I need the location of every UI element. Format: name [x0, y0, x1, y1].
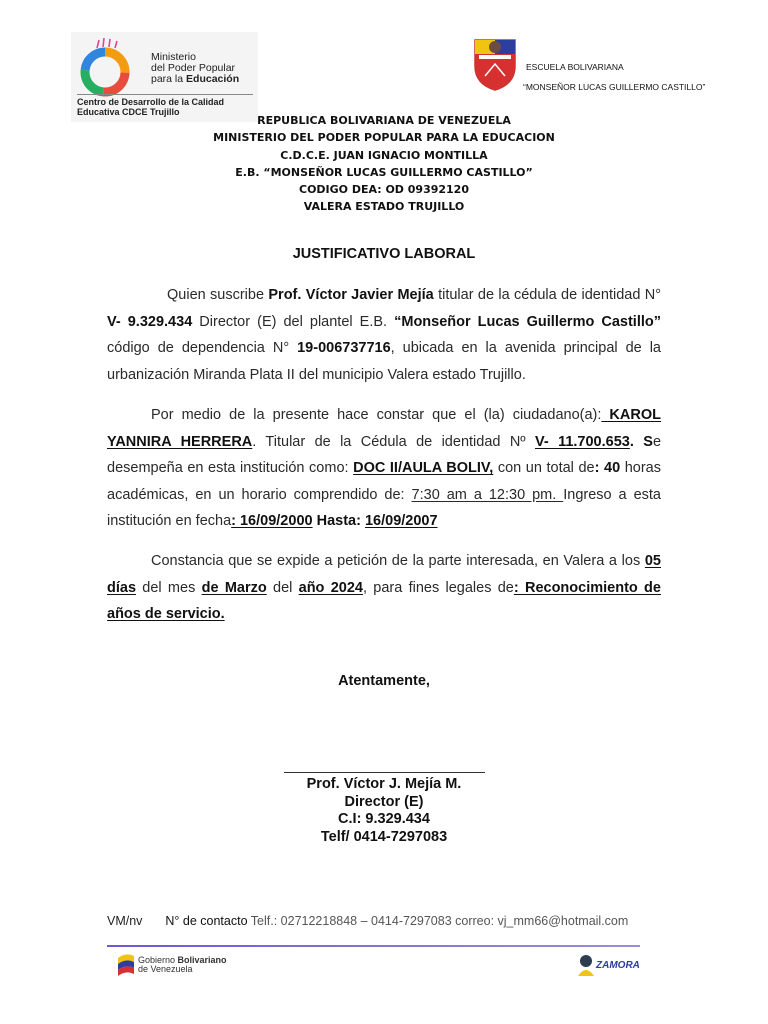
p3-text-2: del mes — [136, 579, 202, 596]
p3-text-4: , para fines legales de — [362, 579, 514, 596]
signature-block — [200, 776, 568, 846]
p1-text-1: Quien suscribe — [167, 287, 269, 303]
p1-school-name: “Monseñor Lucas Guillermo Castillo” — [394, 313, 661, 330]
p2-text-5: horas académicas, en un horario comprendido de: — [107, 460, 661, 503]
ministry-line1: Ministerio — [151, 51, 196, 63]
p3-purpose: : Reconocimiento de años de servicio. — [107, 579, 661, 623]
zamora-text: ZAMORA — [596, 960, 640, 971]
footer-contact-details: Telf.: 02712218848 – 0414-7297083 correo: vj_mm66@hotmail.com — [247, 914, 629, 928]
p1-dependency-code: 19-006737716 — [297, 340, 391, 357]
p2-text-6: Ingreso a esta institución en fecha — [107, 486, 661, 530]
p2-hours: : 40 — [594, 460, 621, 477]
p2-text-3b: e desempeña en esta institución como: — [107, 433, 662, 477]
cdce-line1: Centro de Desarrollo de la Calidad — [77, 97, 225, 107]
p1-text-3: Director (E) del plantel E.B. — [192, 313, 395, 330]
ministry-line2: del Poder Popular — [151, 62, 236, 74]
ministry-logo-divider — [77, 94, 253, 95]
gobierno-line2: de Venezuela — [138, 964, 193, 974]
p2-text-4: con un total de — [493, 460, 595, 477]
p3-text-1: Constancia que se expide a petición de la parte interesada, en Valera a los — [151, 553, 645, 569]
p1-text-5: , ubicada en la avenida principal de la urbanización Miranda Plata II del municipio Valera estado Trujillo. — [107, 340, 661, 383]
venezuela-flag-icon — [116, 952, 136, 978]
p1-director-ci: V- 9.329.434 — [107, 313, 193, 330]
paragraph-director — [107, 282, 661, 388]
p2-employee-role: DOC II/AULA BOLIV, — [353, 460, 494, 477]
school-name-line2: “MONSEÑOR LUCAS GUILLERMO CASTILLO” — [523, 82, 706, 92]
signature-phone: Telf/ 0414-7297083 — [320, 828, 448, 845]
signature-line — [284, 772, 485, 773]
p1-director-name: Prof. Víctor Javier Mejía — [268, 287, 434, 303]
ministry-line3-prefix: para la — [151, 73, 187, 85]
institution-header — [120, 112, 648, 216]
p2-start-date: : 16/09/2000 — [231, 513, 313, 530]
footer-contact-label: N° de contacto — [165, 914, 248, 928]
cdce-line2-prefix: Educativa — [77, 107, 123, 117]
header-line4: E.B. “MONSEÑOR LUCAS GUILLERMO CASTILLO” — [235, 165, 533, 179]
header-line1: REPUBLICA BOLIVARIANA DE VENEZUELA — [257, 114, 511, 127]
p2-text-2: . Titular de la Cédula de identidad Nº — [252, 433, 535, 450]
header-line3: C.D.C.E. JUAN IGNACIO MONTILLA — [280, 148, 488, 162]
cdce-line2-bold: CDCE Trujillo — [122, 107, 180, 117]
zamora-logo — [576, 952, 638, 978]
header-line2: MINISTERIO DEL PODER POPULAR PARA LA EDUCACION — [213, 131, 555, 145]
zamora-portrait-icon — [576, 952, 596, 978]
p1-text-4: código de dependencia N° — [107, 340, 298, 357]
education-ring-icon — [77, 38, 141, 102]
gobierno-line1-bold: Bolivariano — [177, 955, 227, 965]
p3-month: de Marzo — [201, 579, 267, 596]
school-shield-icon — [471, 32, 519, 92]
footer-contact — [107, 914, 628, 928]
paragraph-employee — [107, 402, 661, 535]
header-line5: CODIGO DEA: OD 09392120 — [299, 183, 469, 197]
p3-text-3: del — [266, 579, 299, 596]
header-line6: VALERA ESTADO TRUJILLO — [303, 200, 465, 214]
p2-employee-ci: V- 11.700.653 — [534, 433, 630, 450]
gobierno-line1-prefix: Gobierno — [138, 955, 178, 965]
p2-until-label: Hasta: — [312, 513, 365, 530]
paragraph-constancy — [107, 548, 661, 628]
p2-end-date: 16/09/2007 — [364, 513, 438, 530]
p2-text-1: Por medio de la presente hace constar que el (la) ciudadano(a): — [151, 407, 602, 423]
p3-year: año 2024 — [298, 579, 363, 596]
signature-role: Director (E) — [344, 793, 424, 810]
signature-name: Prof. Víctor J. Mejía M. — [306, 776, 462, 792]
document-title: JUSTIFICATIVO LABORAL — [292, 246, 476, 262]
p2-employee-name: KAROL YANNIRA HERRERA — [107, 407, 661, 450]
signature-ci: C.I: 9.329.434 — [338, 811, 430, 828]
ministry-line3-bold: Educación — [186, 73, 240, 85]
footer-divider — [107, 945, 640, 947]
closing-salutation: Atentamente, — [338, 673, 430, 689]
p2-text-3a: . S — [629, 433, 653, 450]
school-name-block — [523, 62, 706, 92]
footer-initials: VM/nv — [107, 914, 143, 928]
p2-schedule: 7:30 am a 12:30 pm. — [411, 486, 564, 503]
school-name-line1: ESCUELA BOLIVARIANA — [526, 62, 624, 72]
p3-day: 05 días — [107, 553, 661, 596]
gobierno-bolivariano-logo — [116, 952, 246, 978]
p1-text-2: titular de la cédula de identidad N° — [433, 287, 661, 303]
ministry-logo — [71, 32, 258, 122]
